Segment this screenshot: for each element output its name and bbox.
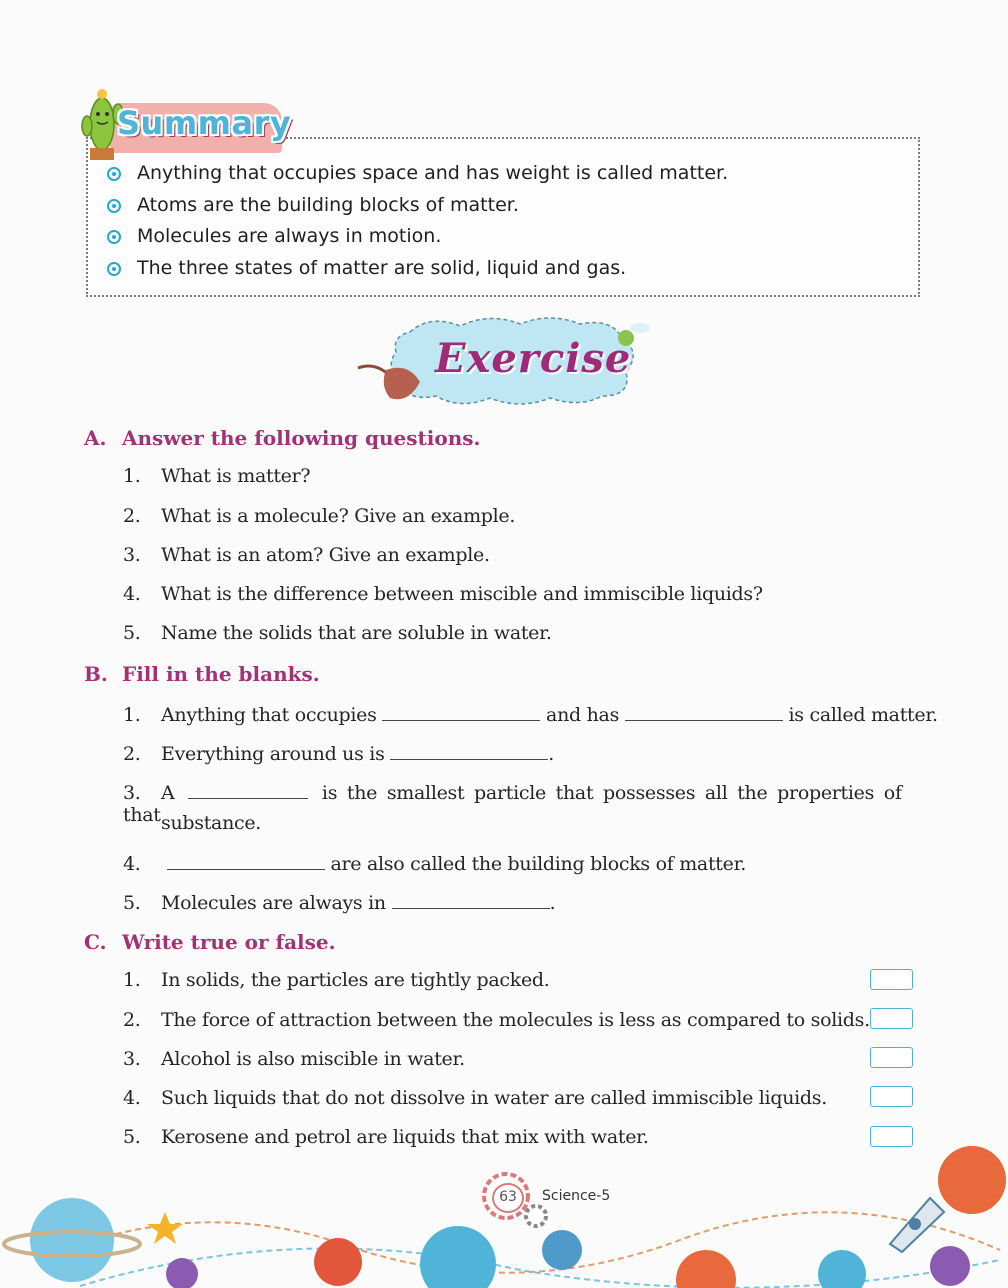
tf-c4: 4. Such liquids that do not dissolve in water are called immiscible liquids.	[123, 1087, 827, 1109]
tf-c3: 3. Alcohol is also miscible in water.	[123, 1048, 465, 1070]
blank-line[interactable]	[392, 890, 550, 909]
bullet-icon	[107, 199, 121, 213]
summary-item: Molecules are always in motion.	[105, 221, 728, 253]
bullet-icon	[107, 262, 121, 276]
blank-line[interactable]	[625, 702, 783, 721]
question-a5: 5. Name the solids that are soluble in water.	[123, 622, 552, 644]
answer-box[interactable]	[870, 1086, 913, 1107]
blank-line[interactable]	[390, 741, 548, 760]
tf-c2: 2. The force of attraction between the molecules is less as compared to solids.	[123, 1009, 870, 1031]
section-a-heading: A. Answer the following questions.	[84, 426, 481, 450]
summary-title: Summary	[117, 104, 292, 142]
question-a3: 3. What is an atom? Give an example.	[123, 544, 490, 566]
exercise-title: Exercise	[435, 335, 632, 382]
answer-box[interactable]	[870, 1047, 913, 1068]
section-b-heading: B. Fill in the blanks.	[84, 662, 320, 686]
question-a2: 2. What is a molecule? Give an example.	[123, 505, 516, 527]
blank-line[interactable]	[382, 702, 540, 721]
book-title: Science-5	[542, 1188, 611, 1204]
blank-b1: 1. Anything that occupies and has is called matter.	[123, 704, 938, 726]
section-c-heading: C. Write true or false.	[84, 930, 336, 954]
answer-box[interactable]	[870, 1008, 913, 1029]
summary-item: The three states of matter are solid, liquid and gas.	[105, 253, 728, 285]
bullet-icon	[107, 167, 121, 181]
tf-c5: 5. Kerosene and petrol are liquids that mix with water.	[123, 1126, 649, 1148]
question-a1: 1. What is matter?	[123, 465, 311, 487]
blank-b4: 4. are also called the building blocks of matter.	[123, 853, 747, 875]
blank-line[interactable]	[188, 780, 308, 799]
tf-c1: 1. In solids, the particles are tightly packed.	[123, 969, 550, 991]
bullet-icon	[107, 230, 121, 244]
answer-box[interactable]	[870, 969, 913, 990]
question-a4: 4. What is the difference between miscible and immiscible liquids?	[123, 583, 763, 605]
summary-list	[105, 158, 728, 284]
blank-b5: 5. Molecules are always in .	[123, 892, 556, 914]
summary-item: Anything that occupies space and has weight is called matter.	[105, 158, 728, 190]
blank-b2: 2. Everything around us is .	[123, 743, 555, 765]
blank-b3-cont: substance.	[161, 812, 262, 834]
blank-line[interactable]	[167, 851, 325, 870]
blank-b3: 3. A is the smallest particle that possesses all the properties of that	[123, 782, 902, 826]
page-number: 63	[492, 1183, 524, 1213]
summary-item: Atoms are the building blocks of matter.	[105, 190, 728, 222]
